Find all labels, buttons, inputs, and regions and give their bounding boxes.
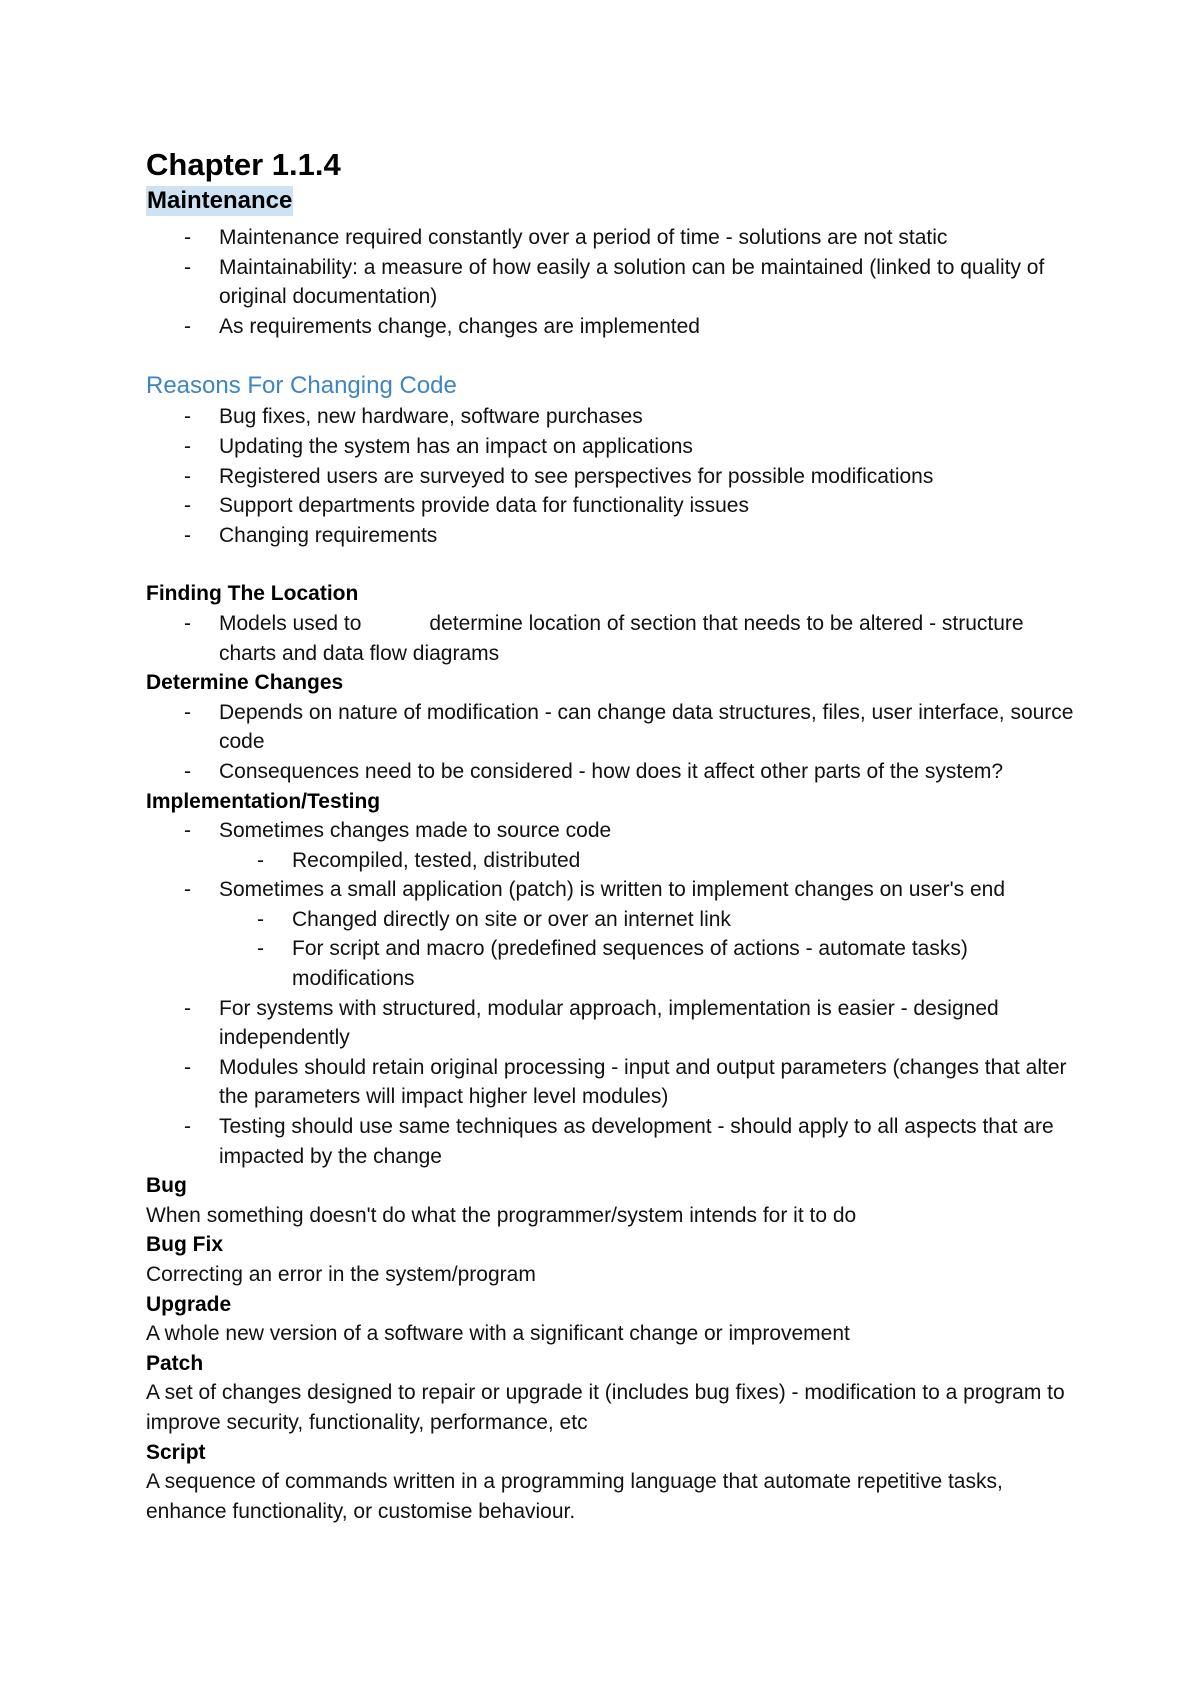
- finding-text-part1: Models used to: [219, 611, 362, 635]
- maintenance-heading: Maintenance: [147, 187, 293, 214]
- finding-heading: Finding The Location: [146, 582, 359, 606]
- implementation-heading: Implementation/Testing: [146, 789, 381, 813]
- definition-text-bug-fix: Correcting an error in the system/program: [146, 1263, 536, 1286]
- list-item: - Maintenance required constantly over a period of time - solutions are not static: [146, 223, 1086, 253]
- list-item: [146, 875, 1086, 993]
- implementation-list: [146, 816, 1086, 1171]
- definition-text-upgrade: A whole new version of a software with a significant change or improvement: [146, 1322, 850, 1346]
- definition-text-bug: When something doesn't do what the programmer/system intends for it to do: [146, 1203, 857, 1227]
- determine-heading: Determine Changes: [146, 671, 344, 695]
- definition-text-script: A sequence of commands written in a programming language that automate repetitive tasks, enhance functionality, or customise behaviour.: [146, 1470, 1003, 1523]
- determine-list: [146, 698, 1086, 787]
- sub-list-item: - Recompiled, tested, distributed: [219, 846, 1086, 876]
- sub-list: [219, 905, 1086, 994]
- list-item: - Bug fixes, new hardware, software purchases: [146, 402, 1086, 432]
- list-item: [146, 609, 1086, 668]
- list-item: - Updating the system has an impact on applications: [146, 432, 1086, 462]
- list-item: - For systems with structured, modular approach, implementation is easier - designed independently: [146, 994, 1086, 1053]
- list-item: - Changing requirements: [146, 521, 1086, 551]
- maintenance-list: [146, 223, 1086, 341]
- finding-list: [146, 609, 1086, 668]
- definition-term-patch: Patch: [146, 1351, 204, 1375]
- list-item: - Support departments provide data for functionality issues: [146, 491, 1086, 521]
- reasons-list: [146, 402, 1086, 550]
- sub-list-item: - For script and macro (predefined sequences of actions - automate tasks) modifications: [219, 934, 1086, 993]
- list-item: - Testing should use same techniques as development - should apply to all aspects that are impacted by the change: [146, 1112, 1086, 1171]
- finding-text-part2: determine location of section that needs to be altered - structure charts and data flow diagrams: [219, 611, 1024, 665]
- document-body: [146, 223, 1086, 1526]
- sub-list: [219, 846, 1086, 876]
- page-title: Chapter 1.1.4: [146, 147, 341, 182]
- list-item: - Depends on nature of modification - can change data structures, files, user interface, source code: [146, 698, 1086, 757]
- list-item: - Consequences need to be considered - how does it affect other parts of the system?: [146, 757, 1086, 787]
- list-item-text: Sometimes a small application (patch) is written to implement changes on user's end: [219, 878, 1006, 902]
- definition-term-upgrade: Upgrade: [146, 1292, 232, 1316]
- definition-term-bug-fix: Bug Fix: [146, 1233, 223, 1257]
- list-item: [146, 816, 1086, 875]
- sub-list-item: - Changed directly on site or over an internet link: [219, 905, 1086, 935]
- definition-term-bug: Bug: [146, 1174, 187, 1198]
- definition-term-script: Script: [146, 1440, 206, 1464]
- list-item: - As requirements change, changes are implemented: [146, 312, 1086, 342]
- reasons-heading: Reasons For Changing Code: [146, 372, 457, 400]
- definition-text-patch: A set of changes designed to repair or upgrade it (includes bug fixes) - modification to a program to improve security, functionality, performance, etc: [146, 1381, 1065, 1434]
- list-item-text: Sometimes changes made to source code: [219, 819, 612, 843]
- list-item: - Maintainability: a measure of how easily a solution can be maintained (linked to quality of original documentation): [146, 253, 1086, 312]
- list-item: - Modules should retain original processing - input and output parameters (changes that alter the parameters will impact higher level modules): [146, 1053, 1086, 1112]
- list-item: - Registered users are surveyed to see perspectives for possible modifications: [146, 462, 1086, 492]
